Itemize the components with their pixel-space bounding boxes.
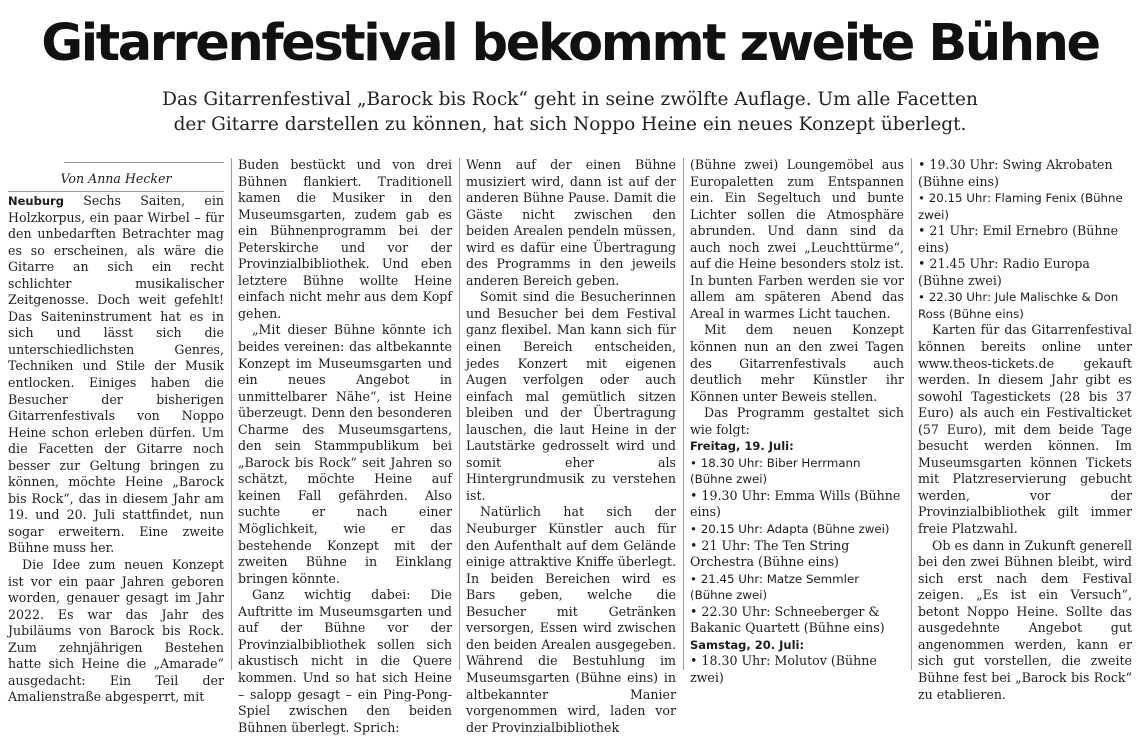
article-column-5 [918, 157, 1132, 702]
article-column-1 [8, 157, 224, 705]
byline-rule-bottom [8, 191, 224, 192]
paragraph [8, 193, 224, 557]
program-item: • 21.45 Uhr: Matze Semmler (Bühne zwei) [690, 571, 860, 603]
program-item: • 21.45 Uhr: Radio Europa (Bühne zwei) [918, 256, 1090, 288]
paragraph: Wenn auf der einen Bühne musiziert wird, dann ist auf der anderen Bühne Pause. Damit die Gäste nicht zwischen den beiden Arealen pendeln müssen, wird es dafür eine Übertragung des Programms in den jeweils anderen Bereich geben. [466, 157, 676, 288]
program-item: • 21 Uhr: The Ten String Orchestra (Bühne eins) [690, 537, 850, 570]
column-divider [459, 158, 460, 670]
program-day-heading: Freitag, 19. Juli: [690, 439, 794, 454]
column-divider [683, 158, 684, 670]
program-item: • 22.30 Uhr: Schneeberger & Bakanic Quartett (Bühne eins) [690, 603, 885, 636]
column-divider [231, 158, 232, 670]
article-column-3 [466, 157, 676, 735]
paragraph: Karten für das Gitarrenfestival können bereits online unter www.theos-tickets.de gekauft werden. In diesem Jahr gibt es sowohl Tagestickets (28 bis 37 Euro) als auch ein Festivalticket (57 Euro), mit dem beide Tage besucht werden können. Im Museumsgarten können Tickets mit Platzreservierung gebucht werden, vor der Provinzialbibliothek gilt immer freie Platzwahl. [918, 322, 1132, 537]
byline-box [8, 157, 224, 193]
paragraph: Ganz wichtig dabei: Die Auftritte im Museumsgarten und auf der Bühne vor der Provinzialbibliothek sollen sich akustisch nicht in die Quere kommen. Und so hat sich Heine – salopp gesagt – ein Ping-Pong-Spiel zwischen den beiden Bühnen überlegt. Sprich: [238, 587, 452, 735]
program-item: • 20.15 Uhr: Flaming Fenix (Bühne zwei) [918, 191, 1123, 222]
program-item: • 18.30 Uhr: Biber Herrmann (Bühne zwei) [690, 455, 861, 487]
paragraph: (Bühne zwei) Loungemöbel aus Europaletten zum Entspannen ein. Ein Segeltuch und bunte Lichter sollen die Atmosphäre abrunden. Und dann sind da auch noch zwei „Leuchttürme“, auf die Heine besonders stolz ist. In bunten Farben werden sie vor allem am späteren Abend das Areal in warmes Licht tauchen. [690, 157, 904, 321]
subtitle-line-1: Das Gitarrenfestival „Barock bis Rock“ geht in seine zwölfte Auflage. Um alle Facetten [162, 89, 978, 110]
subtitle [0, 87, 1140, 137]
article-column-4 [690, 157, 904, 685]
program-item: • 19.30 Uhr: Emma Wills (Bühne eins) [690, 487, 901, 520]
paragraph: Natürlich hat sich der Neuburger Künstler auch für den Aufenthalt auf dem Gelände einige attraktive Kniffe überlegt. In beiden Bereichen wird es Bars geben, welche die Besucher mit Getränken versorgen, Essen wird zwischen den beiden Arealen ausgegeben. Während die Bestuhlung im Museumsgarten (Bühne eins) in altbekannter Manier vorgenommen wird, laden vor der Provinzialbibliothek [466, 504, 676, 735]
headline: Gitarrenfestival bekommt zweite Bühne [41, 14, 1099, 73]
paragraph: Die Idee zum neuen Konzept ist vor ein paar Jahren geboren worden, genauer gesagt im Jahr 2022. Es war das Jahr des Jubiläums von Barock bis Rock. Zum zehnjährigen Bestehen hatte sich Heine die „Amarade“ ausgedacht: Ein Teil der Amalienstraße abgesperrt, mit [8, 557, 224, 705]
dateline: Neuburg [8, 194, 64, 208]
program-item: • 21 Uhr: Emil Ernebro (Bühne eins) [918, 223, 1119, 255]
program-item: • 18.30 Uhr: Molutov (Bühne zwei) [690, 653, 877, 685]
paragraph: Somit sind die Besucherinnen und Besucher bei dem Festival ganz flexibel. Man kann sich für einen Bereich entscheiden, jedes Konzert mit eigenen Augen verfolgen oder auch einfach mal gemütlich sitzen bleiben und der Übertragung lauschen, die laut Heine in der Lautstärke gedrosselt wird und somit eher als Hintergrundmusik zu verstehen ist. [466, 289, 676, 503]
paragraph: „Mit dieser Bühne könnte ich beides vereinen: das altbekannte Konzept im Museumsgarten und ein neues Angebot in unmittelbarer Nähe“, ist Heine überzeugt. Denn den besonderen Charme des Museumsgartens, den sein Stammpublikum bei „Barock bis Rock“ seit Jahren so schätzt, möchte Heine auf keinen Fall gefährden. Also suchte er nach einer Möglichkeit, wie er das bestehende Konzept mit der zweiten Bühne in Einklang bringen könnte. [238, 322, 452, 586]
article-column-2 [238, 157, 452, 735]
paragraph: Mit dem neuen Konzept können nun an den zwei Tagen des Gitarrenfestivals auch deutlich mehr Künstler ihr Können unter Beweis stellen. [690, 322, 904, 404]
byline: Von Anna Hecker [60, 171, 172, 186]
program-item: • 19.30 Uhr: Swing Akrobaten (Bühne eins) [918, 157, 1113, 189]
column-divider [911, 158, 912, 670]
paragraph: Das Programm gestaltet sich wie folgt: [690, 405, 904, 437]
paragraph: Buden bestückt und von drei Bühnen flankiert. Traditionell kamen die Musiker in den Museumsgarten, zudem gab es ein Bühnenprogramm bei der Peterskirche und vor der Provinzialbibliothek. Und eben letztere Bühne wollte Heine einfach nicht mehr aus dem Kopf gehen. [238, 157, 452, 321]
byline-rule-top [64, 162, 224, 163]
subtitle-line-2: der Gitarre darstellen zu können, hat sich Noppo Heine ein neues Konzept überlegt. [173, 114, 967, 135]
program-item: • 22.30 Uhr: Jule Malischke & Don Ross (Bühne eins) [918, 290, 1119, 321]
paragraph-text: Sechs Saiten, ein Holzkorpus, ein paar Wirbel – für den unbedarften Betrachter mag es so erscheinen, als wäre die Gitarre an sich ein recht schlichter musikalischer Zeitgenosse. Doch weit gefehlt! Das Saiteninstrument hat es in sich und lässt sich die unterschiedlichsten Genres, Techniken und Stile der Musik entlocken. Einiges haben die Besucher der bisherigen Gitarrenfestivals von Noppo Heine schon erleben dürfen. Um die Facetten der Gitarre noch besser zur Geltung bringen zu können, möchte Heine „Barock bis Rock“, das in diesem Jahr am 19. und 20. Juli stattfindet, nun sogar erweitern. Eine zweite Bühne muss her. [8, 193, 224, 556]
program-item: • 20.15 Uhr: Adapta (Bühne zwei) [690, 522, 890, 537]
paragraph: Ob es dann in Zukunft generell bei den zwei Bühnen bleibt, wird sich erst nach dem Festival zeigen. „Es ist ein Versuch“, betont Noppo Heine. Sollte das ausgedehnte Angebot gut angenommen werden, kann er sich gut vorstellen, die zweite Bühne fest bei „Barock bis Rock“ zu etablieren. [918, 537, 1132, 702]
program-day-heading: Samstag, 20. Juli: [690, 637, 805, 652]
